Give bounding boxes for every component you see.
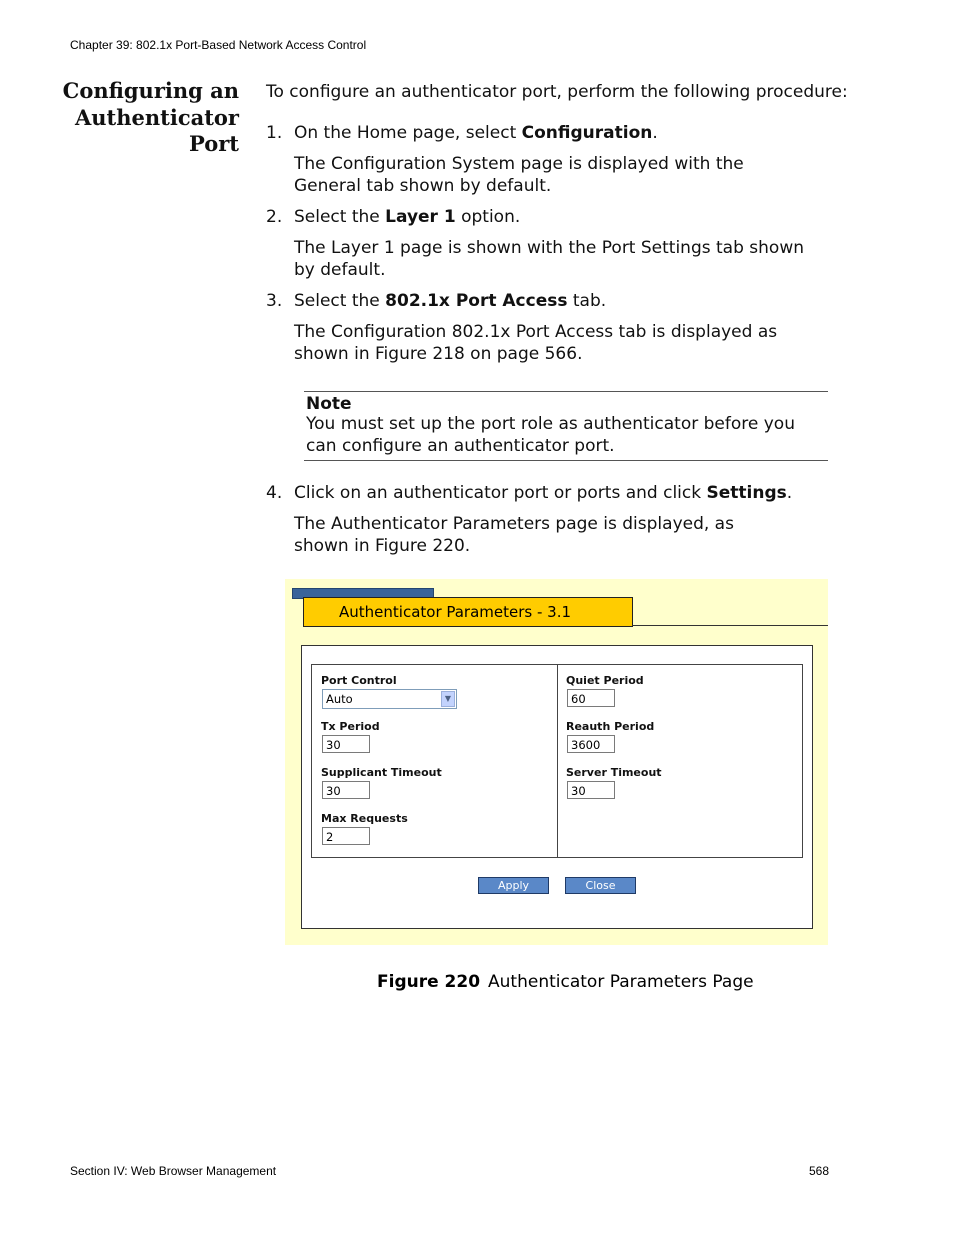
supplicant-timeout-input[interactable]: 30 xyxy=(322,781,370,799)
step-text: Select the xyxy=(294,207,386,227)
running-footer: Section IV: Web Browser Management xyxy=(70,1164,277,1178)
step-ui-term: Layer 1 xyxy=(385,207,456,227)
step-result: The Configuration System page is displayed with the General tab shown by default. xyxy=(294,154,744,196)
server-timeout-label: Server Timeout xyxy=(566,766,662,779)
title-rule xyxy=(632,625,828,626)
step-instruction xyxy=(294,122,824,144)
step-result: The Authenticator Parameters page is displayed, as shown in Figure 220. xyxy=(294,514,734,556)
section-heading-line-2: Authenticator xyxy=(74,104,239,130)
max-requests-input[interactable]: 2 xyxy=(322,827,370,845)
step-instruction xyxy=(294,482,824,504)
figure-screenshot xyxy=(285,579,828,945)
supplicant-timeout-label: Supplicant Timeout xyxy=(321,766,442,779)
note-title: Note xyxy=(306,394,352,414)
step-number: 1. xyxy=(266,123,283,143)
step-instruction xyxy=(294,290,824,312)
page-number: 568 xyxy=(809,1164,830,1178)
step-text: Select the xyxy=(294,291,386,311)
port-control-label: Port Control xyxy=(321,674,397,687)
close-button[interactable]: Close xyxy=(565,877,636,894)
tx-period-input[interactable]: 30 xyxy=(322,735,370,753)
step-ui-term: Configuration xyxy=(521,123,653,143)
column-divider xyxy=(557,665,558,857)
figure-caption-label: Figure 220 xyxy=(377,972,481,992)
step-text: Click on an authenticator port or ports and click xyxy=(294,483,707,503)
reauth-period-input[interactable]: 3600 xyxy=(567,735,615,753)
port-control-value: Auto xyxy=(326,692,353,706)
step-text: On the Home page, select xyxy=(294,123,522,143)
step-ui-term: Settings xyxy=(706,483,787,503)
step-number: 4. xyxy=(266,483,283,503)
section-heading xyxy=(60,78,239,158)
step-text: tab. xyxy=(567,291,607,311)
reauth-period-label: Reauth Period xyxy=(566,720,655,733)
step-ui-term: 802.1x Port Access xyxy=(385,291,568,311)
server-timeout-input[interactable]: 30 xyxy=(567,781,615,799)
step-result: The Layer 1 page is shown with the Port Settings tab shown by default. xyxy=(294,238,804,280)
quiet-period-label: Quiet Period xyxy=(566,674,644,687)
step-text: . xyxy=(786,483,793,503)
apply-button[interactable]: Apply xyxy=(478,877,549,894)
max-requests-label: Max Requests xyxy=(321,812,408,825)
step-text: option. xyxy=(455,207,521,227)
step-number: 3. xyxy=(266,291,283,311)
note-box xyxy=(304,391,828,461)
port-control-select[interactable] xyxy=(322,689,457,709)
note-text: You must set up the port role as authenticator before you can configure an authenticator port. xyxy=(306,414,795,456)
quiet-period-input[interactable]: 60 xyxy=(567,689,615,707)
step-result: The Configuration 802.1x Port Access tab is displayed as shown in Figure 218 on page 566. xyxy=(294,322,778,364)
chevron-down-icon[interactable]: ▼ xyxy=(441,691,455,707)
window-title: Authenticator Parameters - 3.1 xyxy=(303,597,633,627)
step-text: . xyxy=(652,123,658,143)
parameters-panel xyxy=(301,645,813,929)
intro-paragraph: To configure an authenticator port, perform the following procedure: xyxy=(266,82,848,102)
step-instruction xyxy=(294,206,824,228)
figure-caption-text: Authenticator Parameters Page xyxy=(488,972,754,992)
running-header: Chapter 39: 802.1x Port-Based Network Access Control xyxy=(70,38,367,52)
parameters-form xyxy=(311,664,803,858)
tx-period-label: Tx Period xyxy=(321,720,380,733)
figure-caption xyxy=(377,971,754,993)
section-heading-line-3: Port xyxy=(189,131,239,156)
step-number: 2. xyxy=(266,207,283,227)
section-heading-line-1: Configuring an xyxy=(62,78,239,103)
